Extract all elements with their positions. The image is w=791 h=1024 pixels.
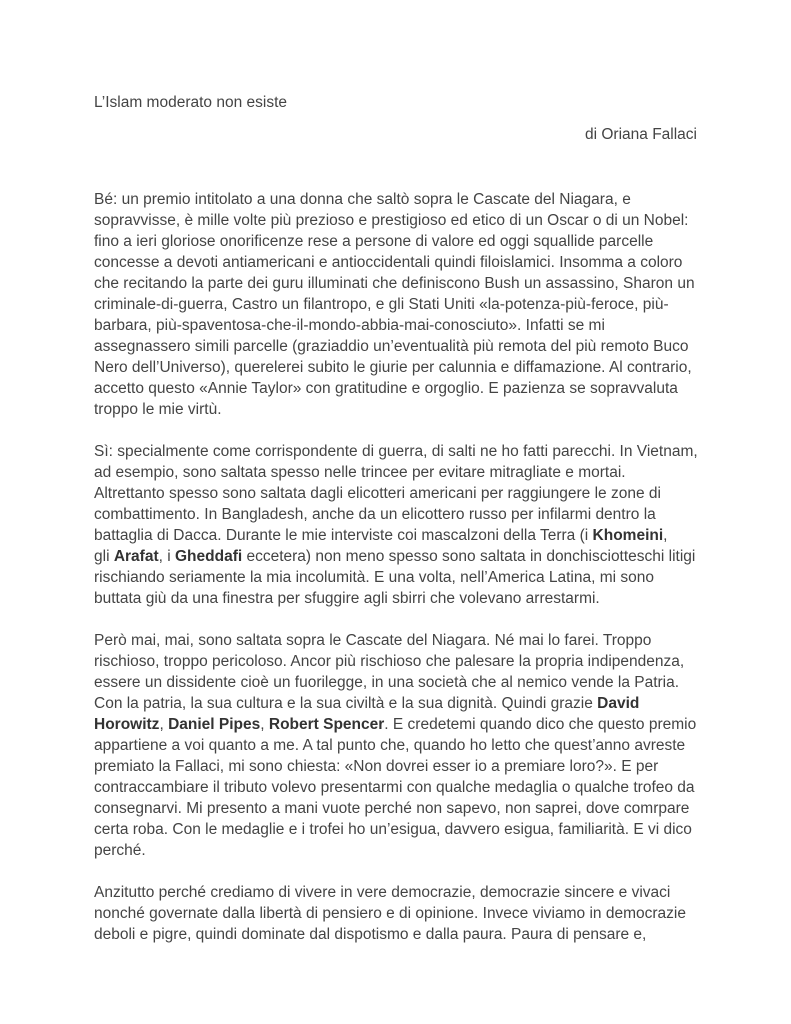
text-run: Con la patria, la sua cultura e la sua civiltà e la sua dignità. Quindi grazie: [94, 695, 598, 712]
text-run: accetto questo «Annie Taylor» con gratitudine e orgoglio. E pazienza se sopravvaluta: [94, 380, 678, 397]
body-paragraph: [94, 441, 706, 609]
text-line: [94, 672, 706, 693]
body-paragraph: [94, 630, 706, 861]
bold-name: Khomeini: [592, 527, 664, 544]
text-run: . E credetemi quando dico che questo premio: [384, 716, 697, 733]
text-line: [94, 525, 706, 546]
body-paragraph: [94, 189, 706, 420]
text-line: [94, 882, 706, 903]
text-line: [94, 441, 706, 462]
text-run: barbara, più-spaventosa-che-il-mondo-abbia-mai-conosciuto». Infatti se mi: [94, 317, 605, 334]
text-line: [94, 693, 706, 714]
text-run: consegnarvi. Mi presento a mani vuote perché non sapevo, non saprei, dove comrpare: [94, 800, 690, 817]
text-line: [94, 504, 706, 525]
text-run: concesse a devoti antiamericani e antioccidentali quindi filoislamici. Insomma a coloro: [94, 254, 683, 271]
text-run: Nero dell’Universo), querelerei subito le giurie per calunnia e diffamazione. Al contrario,: [94, 359, 692, 376]
text-run: battaglia di Dacca. Durante le mie interviste coi mascalzoni della Terra (i: [94, 527, 593, 544]
text-line: [94, 315, 706, 336]
text-run: che recitando la parte dei guru illuminati che definiscono Bush un assassino, Sharon un: [94, 275, 695, 292]
document-body: [94, 189, 706, 966]
text-run: Sì: specialmente come corrispondente di guerra, di salti ne ho fatti parecchi. In Vietnam,: [94, 443, 698, 460]
text-run: appartiene a voi quanto a me. A tal punto che, quando ho letto che quest’anno avreste: [94, 737, 686, 754]
text-line: [94, 903, 706, 924]
text-line: [94, 399, 706, 420]
text-run: rischioso, troppo pericoloso. Ancor più rischioso che palesare la propria indipendenza,: [94, 653, 685, 670]
text-line: [94, 546, 706, 567]
text-run: perché.: [94, 842, 146, 859]
text-line: [94, 588, 706, 609]
bold-name: Gheddafi: [175, 548, 243, 565]
text-line: [94, 798, 706, 819]
text-line: [94, 777, 706, 798]
text-line: [94, 756, 706, 777]
text-line: [94, 483, 706, 504]
text-line: [94, 294, 706, 315]
text-line: [94, 924, 706, 945]
text-run: Bé: un premio intitolato a una donna che saltò sopra le Cascate del Niagara, e: [94, 191, 631, 208]
bold-name: David: [597, 695, 640, 712]
text-run: Però mai, mai, sono saltata sopra le Cascate del Niagara. Né mai lo farei. Troppo: [94, 632, 652, 649]
body-paragraph: [94, 882, 706, 945]
text-line: [94, 336, 706, 357]
text-run: , i: [158, 548, 175, 565]
text-run: Altrettanto spesso sono saltata dagli elicotteri americani per raggiungere le zone di: [94, 485, 661, 502]
document-author: di Oriana Fallaci: [585, 126, 697, 143]
text-run: essere un dissidente cioè un fuorilegge, in una società che al nemico vende la Patria.: [94, 674, 680, 691]
text-run: gli: [94, 548, 114, 565]
bold-name: Horowitz: [94, 716, 160, 733]
text-line: [94, 819, 706, 840]
text-line: [94, 651, 706, 672]
text-line: [94, 462, 706, 483]
text-line: [94, 735, 706, 756]
bold-name: Daniel Pipes: [168, 716, 261, 733]
text-line: [94, 231, 706, 252]
bold-name: Robert Spencer: [268, 716, 385, 733]
text-run: assegnassero simili parcelle (graziaddio un’eventualità più remota del più remoto Buco: [94, 338, 689, 355]
text-run: contraccambiare il tributo volevo presentarmi con qualche medaglia o qualche trofeo da: [94, 779, 695, 796]
text-line: [94, 630, 706, 651]
text-run: ad esempio, sono saltata spesso nelle trincee per evitare mitragliate e mortai.: [94, 464, 626, 481]
text-run: sopravvisse, è mille volte più prezioso e prestigioso ed etico di un Oscar o di un Nobel:: [94, 212, 689, 229]
text-run: ,: [260, 716, 269, 733]
text-run: combattimento. In Bangladesh, anche da un elicottero russo per infilarmi dentro la: [94, 506, 656, 523]
bold-name: Arafat: [113, 548, 159, 565]
text-line: [94, 273, 706, 294]
text-run: fino a ieri gloriose onorificenze rese a persone di valore ed oggi squallide parcelle: [94, 233, 654, 250]
text-line: [94, 567, 706, 588]
text-line: [94, 189, 706, 210]
text-run: rischiando seriamente la mia incolumità. E una volta, nell’America Latina, mi sono: [94, 569, 654, 586]
text-line: [94, 252, 706, 273]
text-run: buttata giù da una finestra per sfuggire agli sbirri che volevano arrestarmi.: [94, 590, 600, 607]
text-run: ,: [159, 716, 169, 733]
text-line: [94, 714, 706, 735]
text-run: nonché governate dalla libertà di pensiero e di opinione. Invece viviamo in democrazie: [94, 905, 686, 922]
text-line: [94, 357, 706, 378]
text-run: premiato la Fallaci, mi sono chiesta: «Non dovrei esser io a premiare loro?». E per: [94, 758, 659, 775]
text-run: troppo le mie virtù.: [94, 401, 222, 418]
text-line: [94, 210, 706, 231]
text-line: [94, 378, 706, 399]
text-run: deboli e pigre, quindi dominate dal dispotismo e dalla paura. Paura di pensare e,: [94, 926, 647, 943]
text-run: Anzitutto perché crediamo di vivere in vere democrazie, democrazie sincere e vivaci: [94, 884, 671, 901]
text-run: eccetera) non meno spesso sono saltata in donchisciotteschi litigi: [242, 548, 696, 565]
text-line: [94, 840, 706, 861]
document-title: L’Islam moderato non esiste: [94, 94, 287, 111]
text-run: certa roba. Con le medaglie e i trofei ho un’esigua, davvero esigua, familiarità. E vi dico: [94, 821, 692, 838]
text-run: criminale-di-guerra, Castro un filantropo, e gli Stati Uniti «la-potenza-più-feroce, più-: [94, 296, 669, 313]
text-run: ,: [663, 527, 668, 544]
